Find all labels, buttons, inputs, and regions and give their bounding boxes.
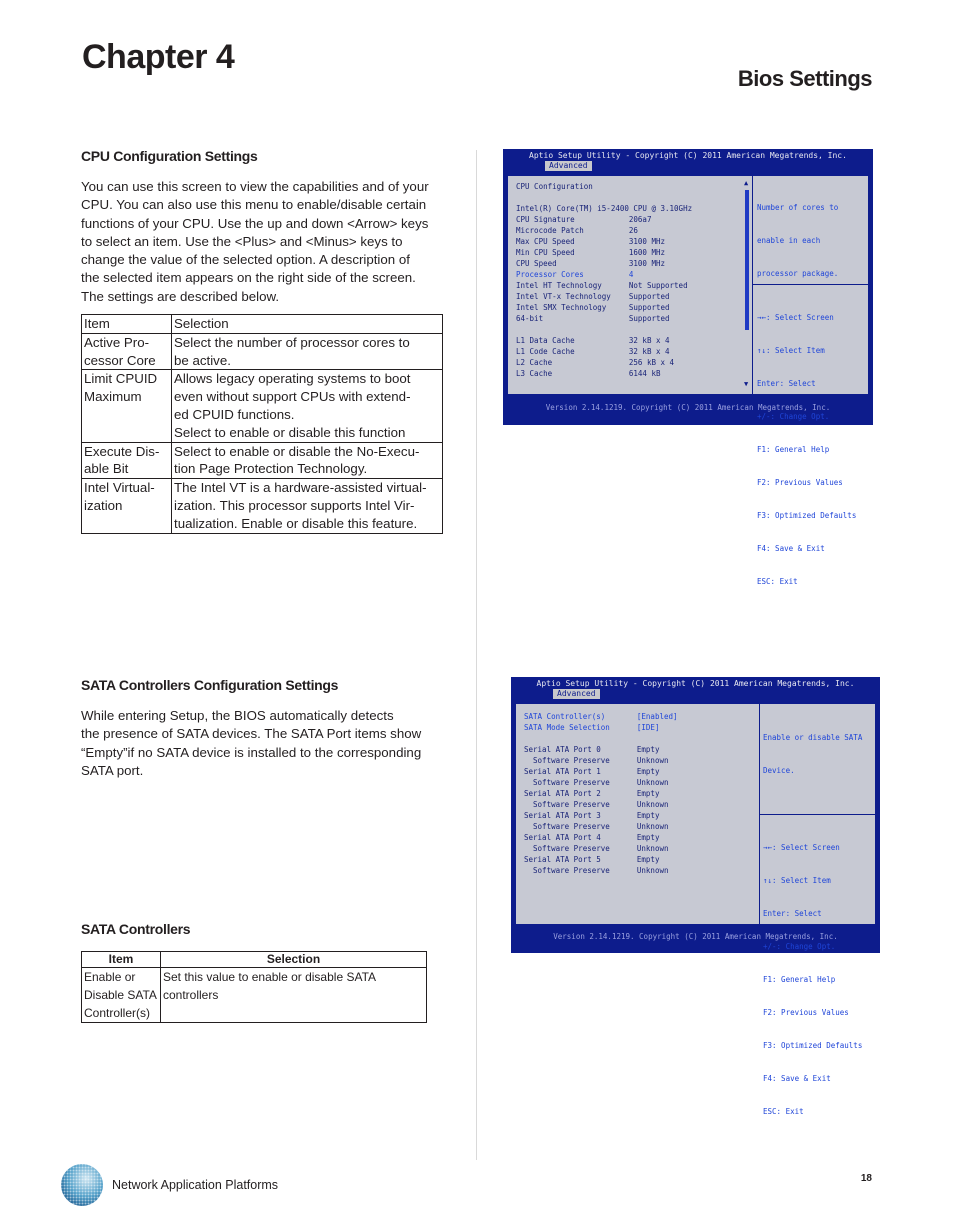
sata-config-heading: SATA Controllers Configuration Settings bbox=[81, 677, 339, 693]
bios-row: Max CPU Speed 3100 MHz bbox=[516, 237, 666, 246]
bios-row: L1 Code Cache 32 kB x 4 bbox=[516, 347, 670, 356]
cell-line: Controller(s) bbox=[84, 1006, 151, 1020]
text-line: While entering Setup, the BIOS automatically detects bbox=[81, 708, 394, 723]
bios-row-selected[interactable]: Processor Cores 4 bbox=[516, 270, 634, 279]
table-row bbox=[82, 968, 427, 1023]
bios-row: Software Preserve Unknown bbox=[524, 866, 669, 875]
key-hint: ESC: Exit bbox=[757, 577, 798, 586]
key-hint: F2: Previous Values bbox=[757, 478, 843, 487]
table-row bbox=[82, 479, 443, 533]
table-row bbox=[82, 442, 443, 479]
bios-row: Intel VT-x Technology Supported bbox=[516, 292, 670, 301]
key-hint: ESC: Exit bbox=[763, 1107, 804, 1116]
bios-row: Intel HT Technology Not Supported bbox=[516, 281, 688, 290]
bios-title-bar: Aptio Setup Utility - Copyright (C) 2011 American Megatrends, Inc. bbox=[529, 151, 847, 160]
bios-help-description bbox=[763, 710, 862, 798]
table-row bbox=[82, 333, 443, 370]
key-hint: ↑↓: Select Item bbox=[763, 876, 831, 885]
key-hint: ↑↓: Select Item bbox=[757, 346, 825, 355]
bios-scrollbar[interactable] bbox=[745, 190, 749, 330]
cell-line: cessor Core bbox=[84, 352, 156, 368]
table-row bbox=[82, 370, 443, 442]
text-line: to select an item. Use the <Plus> and <Minus> keys to bbox=[81, 233, 403, 249]
header-item: Item bbox=[82, 952, 161, 968]
key-hint: F1: General Help bbox=[763, 975, 836, 984]
help-line: Number of cores to bbox=[757, 203, 839, 212]
bios-row: 64-bit Supported bbox=[516, 314, 670, 323]
selection-cell bbox=[172, 370, 443, 442]
bios-row: L1 Data Cache 32 kB x 4 bbox=[516, 336, 670, 345]
key-hint: F2: Previous Values bbox=[763, 1008, 849, 1017]
bios-row: Serial ATA Port 4 Empty bbox=[524, 833, 660, 842]
bios-help-panel bbox=[752, 176, 869, 586]
text-line: You can use this screen to view the capabilities and of your bbox=[81, 179, 429, 194]
section-title: Bios Settings bbox=[737, 66, 872, 91]
bios-footer: Version 2.14.1219. Copyright (C) 2011 American Megatrends, Inc. bbox=[545, 403, 831, 412]
item-cell bbox=[82, 442, 172, 479]
key-hint: F1: General Help bbox=[757, 445, 830, 454]
text-line: “Empty”if no SATA device is installed to the corresponding bbox=[81, 744, 422, 760]
bios-row: CPU Speed 3100 MHz bbox=[516, 259, 666, 268]
cell-line: Maximum bbox=[84, 389, 142, 405]
bios-row: Software Preserve Unknown bbox=[524, 800, 669, 809]
bios-settings-list bbox=[516, 182, 742, 392]
cell-line: Select the number of processor cores to bbox=[174, 334, 410, 350]
bios-row: Serial ATA Port 1 Empty bbox=[524, 767, 660, 776]
key-hint: F3: Optimized Defaults bbox=[763, 1041, 863, 1050]
table-header-row bbox=[82, 952, 427, 968]
bios-key-legend bbox=[763, 820, 862, 1139]
bios-row: Intel(R) Core(TM) i5-2400 CPU @ 3.10GHz bbox=[516, 204, 693, 213]
cell-line: Select to enable or disable the No-Execu- bbox=[174, 443, 420, 459]
cell-line: even without support CPUs with extend- bbox=[174, 389, 411, 405]
item-cell bbox=[82, 479, 172, 533]
bios-sata-screenshot bbox=[511, 677, 880, 1116]
header-selection: Selection bbox=[161, 952, 427, 968]
bios-row: Software Preserve Unknown bbox=[524, 844, 669, 853]
key-hint: F3: Optimized Defaults bbox=[757, 511, 857, 520]
cell-line: controllers bbox=[163, 988, 219, 1002]
bios-row: L2 Cache 256 kB x 4 bbox=[516, 358, 675, 367]
bios-row: Intel SMX Technology Supported bbox=[516, 303, 670, 312]
cell-line: The Intel VT is a hardware-assisted virtual- bbox=[174, 480, 427, 496]
help-line: Device. bbox=[763, 766, 795, 775]
key-hint: +/-: Change Opt. bbox=[763, 942, 836, 951]
bios-key-legend bbox=[757, 290, 856, 609]
text-line: change the value of the selected option. A description of bbox=[81, 252, 410, 268]
sata-table-heading: SATA Controllers bbox=[81, 921, 191, 937]
cell-line: Disable SATA bbox=[84, 988, 157, 1002]
bios-row: Software Preserve Unknown bbox=[524, 778, 669, 787]
bios-row-sata-mode[interactable]: SATA Mode Selection [IDE] bbox=[524, 723, 660, 732]
item-cell bbox=[82, 968, 161, 1023]
help-line: processor package. bbox=[757, 269, 839, 278]
bios-tab-advanced: Advanced bbox=[545, 161, 592, 171]
bios-cpu-screenshot bbox=[503, 149, 873, 586]
cpu-config-heading: CPU Configuration Settings bbox=[81, 148, 258, 164]
cell-line: Select to enable or disable this function bbox=[174, 424, 406, 440]
bios-row: CPU Signature 206a7 bbox=[516, 215, 652, 224]
bios-row: Serial ATA Port 0 Empty bbox=[524, 745, 660, 754]
footer-company: Network Application Platforms bbox=[112, 1178, 279, 1192]
text-line: CPU. You can also use this menu to enable/disable certain bbox=[81, 197, 427, 213]
bios-row: Serial ATA Port 5 Empty bbox=[524, 855, 660, 864]
bios-row: Min CPU Speed 1600 MHz bbox=[516, 248, 666, 257]
bios-footer: Version 2.14.1219. Copyright (C) 2011 American Megatrends, Inc. bbox=[553, 932, 838, 941]
cell-line: tualization. Enable or disable this feature. bbox=[174, 515, 418, 531]
cell-line: Active Pro- bbox=[84, 334, 150, 350]
sata-settings-table bbox=[81, 951, 427, 1023]
bios-help-description bbox=[757, 180, 838, 301]
bios-row-selected[interactable]: SATA Controller(s) [Enabled] bbox=[524, 712, 678, 721]
bios-row: Serial ATA Port 3 Empty bbox=[524, 811, 660, 820]
cpu-config-description bbox=[81, 178, 443, 306]
selection-cell bbox=[172, 442, 443, 479]
bios-row: CPU Configuration bbox=[516, 182, 593, 191]
key-hint: +/-: Change Opt. bbox=[757, 412, 830, 421]
key-hint: F4: Save & Exit bbox=[757, 544, 825, 553]
key-hint: F4: Save & Exit bbox=[763, 1074, 831, 1083]
cell-line: Execute Dis- bbox=[84, 443, 160, 459]
cell-line: ization. This processor supports Intel Vir- bbox=[174, 497, 415, 513]
cpu-settings-table bbox=[81, 314, 443, 534]
cell-line: able Bit bbox=[84, 461, 129, 477]
bios-row: Software Preserve Unknown bbox=[524, 756, 669, 765]
text-line: the selected item appears on the right side of the screen. bbox=[81, 270, 416, 286]
bios-row: Software Preserve Unknown bbox=[524, 822, 669, 831]
key-hint: →←: Select Screen bbox=[757, 313, 834, 322]
scroll-up-icon[interactable]: ▲ bbox=[744, 179, 749, 187]
bios-help-divider bbox=[753, 284, 869, 285]
text-line: SATA port. bbox=[81, 762, 144, 778]
cell-line: tion Page Protection Technology. bbox=[174, 461, 368, 477]
bios-row: Microcode Patch 26 bbox=[516, 226, 638, 235]
bios-row: L3 Cache 6144 kB bbox=[516, 369, 661, 378]
cell-line: ization bbox=[84, 497, 123, 513]
bios-settings-list bbox=[524, 712, 754, 922]
scroll-down-icon[interactable]: ▼ bbox=[744, 380, 749, 388]
item-cell bbox=[82, 370, 172, 442]
sata-config-description bbox=[81, 707, 443, 780]
key-hint: →←: Select Screen bbox=[763, 843, 840, 852]
bios-title-bar: Aptio Setup Utility - Copyright (C) 2011 American Megatrends, Inc. bbox=[536, 679, 855, 688]
page-number: 18 bbox=[860, 1173, 872, 1184]
cell-line: Limit CPUID bbox=[84, 371, 158, 387]
help-line: enable in each bbox=[757, 236, 821, 245]
cell-line: Intel Virtual- bbox=[84, 480, 155, 496]
bios-help-divider bbox=[760, 814, 876, 815]
header-selection: Selection bbox=[172, 315, 443, 334]
table-header-row bbox=[82, 315, 443, 334]
help-line: Enable or disable SATA bbox=[763, 733, 863, 742]
cell-line: be active. bbox=[174, 352, 231, 368]
globe-logo-icon bbox=[60, 1163, 104, 1207]
item-cell bbox=[82, 333, 172, 370]
header-item: Item bbox=[82, 315, 172, 334]
column-divider bbox=[476, 150, 477, 1160]
cell-line: Set this value to enable or disable SATA bbox=[163, 970, 377, 984]
key-hint: Enter: Select bbox=[757, 379, 816, 388]
selection-cell bbox=[161, 968, 427, 1023]
bios-tab-advanced: Advanced bbox=[553, 689, 600, 699]
cell-line: Enable or bbox=[84, 970, 136, 984]
cell-line: Allows legacy operating systems to boot bbox=[174, 371, 411, 387]
text-line: functions of your CPU. Use the up and down <Arrow> keys bbox=[81, 215, 429, 231]
selection-cell bbox=[172, 333, 443, 370]
text-line: the presence of SATA devices. The SATA Port items show bbox=[81, 726, 422, 742]
selection-cell bbox=[172, 479, 443, 533]
bios-help-panel bbox=[759, 704, 876, 1116]
chapter-title: Chapter 4 bbox=[82, 38, 235, 76]
bios-row: Serial ATA Port 2 Empty bbox=[524, 789, 660, 798]
text-line: The settings are described below. bbox=[81, 288, 280, 304]
key-hint: Enter: Select bbox=[763, 909, 822, 918]
cell-line: ed CPUID functions. bbox=[174, 406, 295, 422]
